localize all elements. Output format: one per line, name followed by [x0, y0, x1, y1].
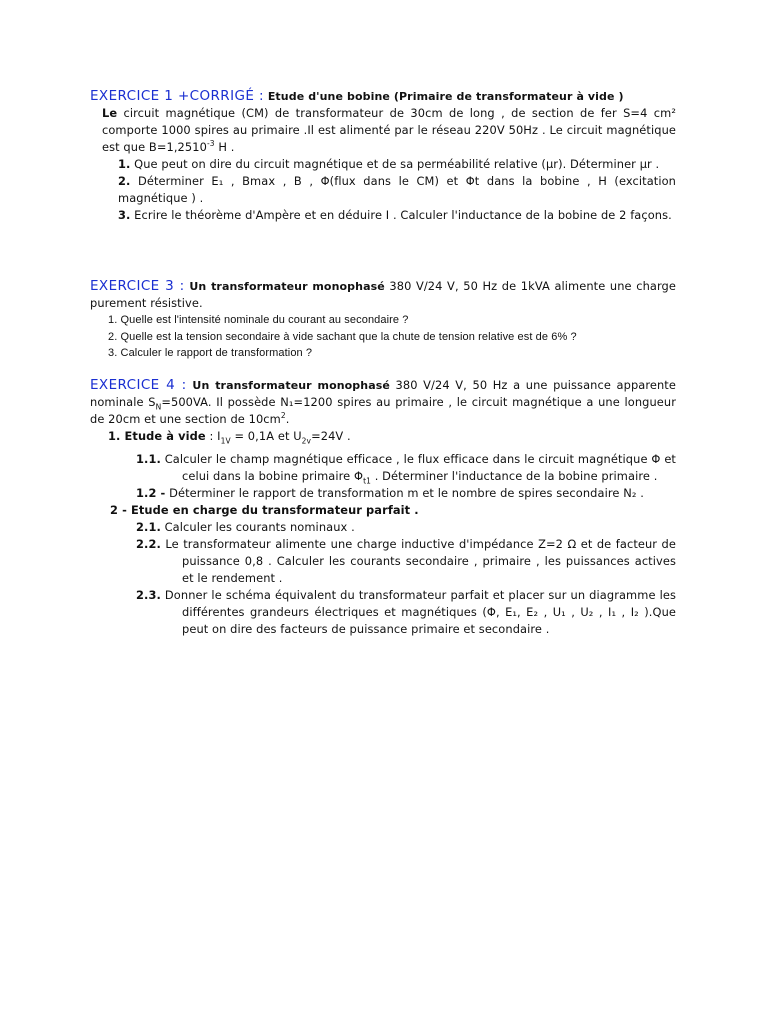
exercise-4-q11-sub: t1: [363, 476, 372, 486]
exercise-3-title: Un transformateur monophasé: [184, 280, 385, 293]
exercise-3-label: EXERCICE 3 :: [90, 278, 185, 294]
exercise-4-section-1-text-b: = 0,1A et U: [230, 429, 302, 443]
exercise-1-title: Etude d'une bobine (Primaire de transformateur à vide ): [263, 90, 624, 103]
exercise-3-question-3: 3. Calculer le rapport de transformation ?: [108, 347, 313, 359]
exercise-1-q2-number: 2.: [118, 174, 131, 188]
exercise-4-title: Un transformateur monophasé: [186, 379, 390, 392]
exercise-4: [90, 377, 676, 638]
exercise-4-q11-end: . Déterminer l'inductance de la bobine primaire .: [371, 469, 658, 483]
exercise-4-intro-sup: 2: [280, 411, 286, 421]
exercise-4-q12-text: Déterminer le rapport de transformation m et le nombre de spires secondaire N₂ .: [165, 486, 644, 500]
exercise-4-section-1-text-a: : I: [205, 429, 221, 443]
exercise-4-question-1-1: [90, 451, 676, 485]
exercise-4-q21-text: Calculer les courants nominaux .: [160, 520, 355, 534]
exercise-1-question-2: [90, 173, 676, 207]
exercise-1-label: EXERCICE 1 +CORRIGÉ :: [90, 88, 264, 104]
exercise-4-intro-sub-n: N: [155, 402, 162, 412]
exercise-1-q2-text: Déterminer E₁ , Bmax , B , Φ(flux dans le CM) et Φt dans la bobine , H (excitation magnétique ) .: [118, 174, 676, 205]
exercise-4-q22-number: 2.2.: [136, 537, 161, 551]
exercise-4-question-2-2: [90, 536, 676, 587]
exercise-1-intro-end: H .: [214, 140, 235, 154]
exercise-4-q12-number: 1.2 -: [136, 486, 166, 500]
exercise-3-intro: 380 V/24 V, 50 Hz de 1kVA alimente une charge purement résistive.: [90, 279, 676, 310]
exercise-4-q11-number: 1.1.: [136, 452, 161, 466]
exercise-1-q3-number: 3.: [118, 208, 131, 222]
exercise-4-q21-number: 2.1.: [136, 520, 161, 534]
exercise-4-question-1-2: [90, 485, 676, 502]
exercise-4-question-2-3: [90, 587, 676, 638]
exercise-1-q3-text: Ecrire le théorème d'Ampère et en déduire I . Calculer l'inductance de la bobine de 2 façons.: [130, 208, 672, 222]
exercise-3-question-1: 1. Quelle est l'intensité nominale du courant au secondaire ?: [108, 314, 409, 326]
exercise-1-question-1: [90, 156, 676, 173]
exercise-1-intro-sup: -3: [206, 139, 215, 149]
exercise-3-question-2: 2. Quelle est la tension secondaire à vide sachant que la chute de tension relative est de 6% ?: [108, 330, 577, 343]
exercise-1-q1-text: Que peut on dire du circuit magnétique et de sa perméabilité relative (µr). Déterminer µr .: [130, 157, 660, 171]
exercise-4-heading: [90, 377, 676, 428]
exercise-3: [90, 278, 676, 362]
exercise-4-section-1-text-c: =24V .: [311, 429, 351, 443]
exercise-1: [90, 88, 676, 224]
exercise-1-q1-number: 1.: [118, 157, 131, 171]
exercise-1-intro: [90, 105, 676, 156]
exercise-4-section-2-heading: 2 - Etude en charge du transformateur parfait .: [110, 503, 419, 517]
exercise-1-heading: [90, 88, 676, 105]
exercise-4-q22-text: Le transformateur alimente une charge inductive d'impédance Z=2 Ω et de facteur de puissance 0,8 . Calculer les courants secondaire , primaire , les puissances actives et le rendement .: [160, 537, 676, 585]
exercise-4-section-1-sub-1: 1V: [220, 436, 231, 446]
exercise-4-q23-number: 2.3.: [136, 588, 161, 602]
exercise-4-intro-c: .: [285, 412, 290, 426]
exercise-4-intro-a: 380 V/24 V, 50 Hz a une puissance apparente nominale S: [90, 378, 676, 409]
exercise-4-intro-b: =500VA. Il possède N₁=1200 spires au primaire , le circuit magnétique a une longueur de 20cm et une section de 10cm: [90, 395, 677, 426]
exercise-1-question-3: [90, 207, 676, 224]
exercise-4-label: EXERCICE 4 :: [90, 377, 187, 393]
exercise-1-intro-bold: Le: [102, 106, 118, 120]
exercise-1-intro-text: circuit magnétique (CM) de transformateur de 30cm de long , de section de fer S=4 cm² comporte 1000 spires au primaire .Il est alimenté par le réseau 220V 50Hz . Le circuit magnétique est que B=1,2510: [102, 106, 676, 154]
exercise-4-q23-text: Donner le schéma équivalent du transformateur parfait et placer sur un diagramme les différentes grandeurs électriques et magnétiques (Φ, E₁, E₂ , U₁ , U₂ , I₁ , I₂ ).Que peut on dire des facteurs de puissance primaire et secondaire .: [160, 588, 676, 636]
exercise-4-question-2-1: [90, 519, 676, 536]
exercise-4-section-1-heading: 1. Etude à vide: [108, 429, 206, 443]
exercise-4-section-1-sub-2: 2v: [301, 436, 312, 446]
exercise-4-q11-text: Calculer le champ magnétique efficace , le flux efficace dans le circuit magnétique Φ et celui dans la bobine primaire Φ: [160, 452, 676, 483]
exercise-3-heading: [90, 278, 676, 312]
exercise-4-section-1: [90, 428, 676, 445]
